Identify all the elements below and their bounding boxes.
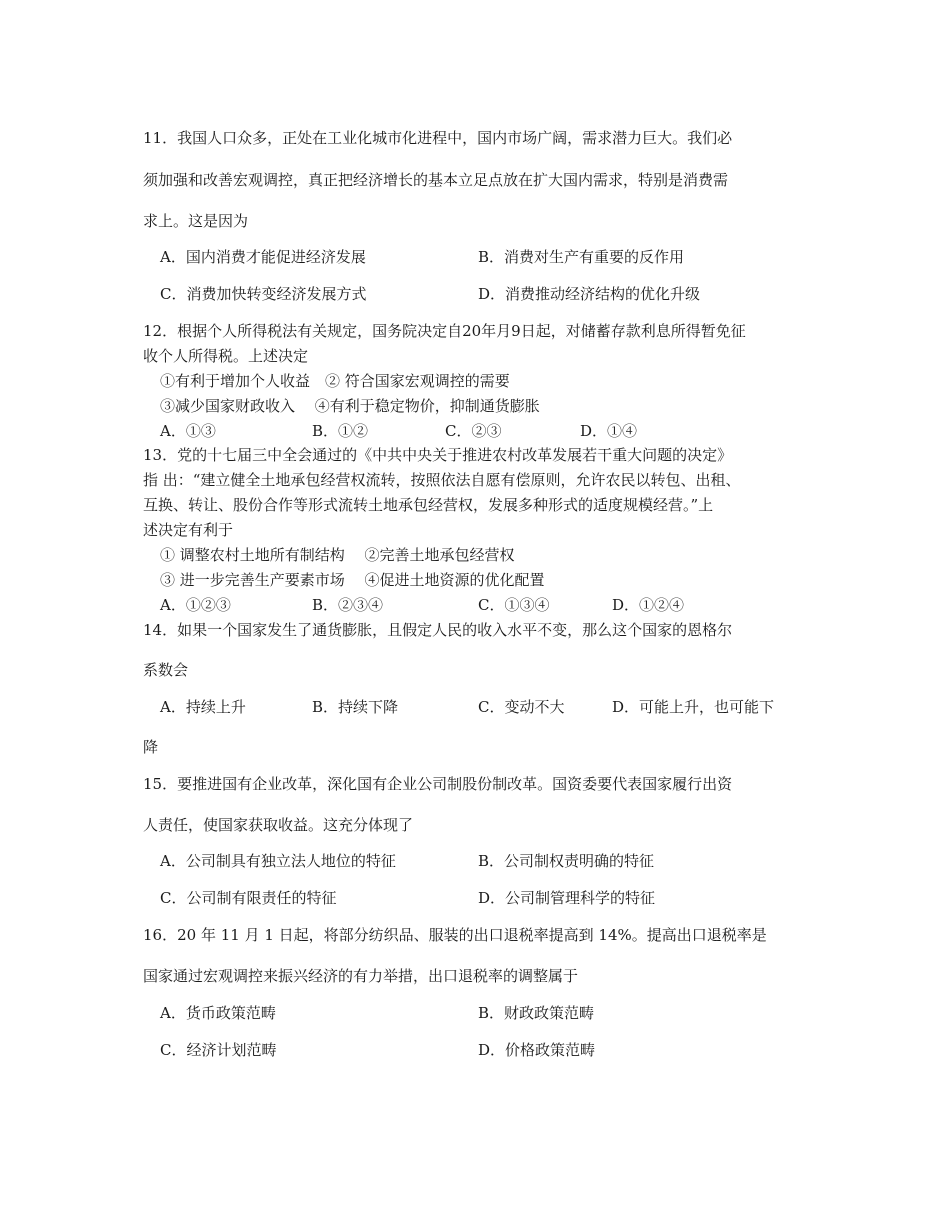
question-12-option-a: A．①③ [160, 422, 216, 440]
question-13-stem-line-3: 互换、转让、股份合作等形式流转土地承包经营权，发展多种形式的适度规模经营。”上 [143, 496, 714, 514]
question-16-option-c: C．经济计划范畴 [160, 1041, 277, 1059]
question-14-option-d: D．可能上升，也可能下 [612, 698, 775, 716]
question-14-stem-line-1: 14．如果一个国家发生了通货膨胀，且假定人民的收入水平不变，那么这个国家的恩格尔 [143, 621, 733, 639]
question-15-option-a: A．公司制具有独立法人地位的特征 [160, 852, 396, 870]
question-12-option-c: C．②③ [445, 422, 502, 440]
question-12-statement-2: ③减少国家财政收入 ④有利于稳定物价，抑制通货膨胀 [160, 397, 540, 415]
question-14-option-d-wrap: 降 [143, 738, 159, 756]
question-13-option-a: A．①②③ [160, 596, 231, 614]
question-15-option-b: B．公司制权责明确的特征 [478, 852, 655, 870]
question-11-stem-line-2: 须加强和改善宏观调控，真正把经济增长的基本立足点放在扩大国内需求，特别是消费需 [143, 171, 729, 189]
question-12-stem-line-1: 12．根据个人所得税法有关规定，国务院决定自20年月9日起，对储蓄存款利息所得暂免征 [143, 322, 746, 340]
question-12-statement-1: ①有利于增加个人收益 ② 符合国家宏观调控的需要 [160, 372, 510, 390]
question-16-option-d: D．价格政策范畴 [478, 1041, 596, 1059]
question-15-stem-line-1: 15．要推进国有企业改革，深化国有企业公司制股份制改革。国资委要代表国家履行出资 [143, 775, 733, 793]
question-16-option-b: B．财政政策范畴 [478, 1004, 595, 1022]
question-13-statement-2: ③ 进一步完善生产要素市场 ④促进土地资源的优化配置 [160, 571, 545, 589]
question-14-stem-line-2: 系数会 [143, 661, 189, 679]
question-16-stem-line-1: 16．20 年 11 月 1 日起，将部分纺织品、服装的出口退税率提高到 14%。提高出口退税率是 [143, 926, 767, 944]
question-11-option-a: A．国内消费才能促进经济发展 [160, 248, 366, 266]
question-14-option-a: A．持续上升 [160, 698, 246, 716]
question-13-option-d: D．①②④ [612, 596, 685, 614]
question-13-stem-line-2: 指 出：“建立健全土地承包经营权流转，按照依法自愿有偿原则，允许农民以转包、出租、 [143, 471, 741, 489]
question-11-stem-line-1: 11．我国人口众多，正处在工业化城市化进程中，国内市场广阔，需求潜力巨大。我们必 [143, 129, 733, 147]
question-16-stem-line-2: 国家通过宏观调控来振兴经济的有力举措，出口退税率的调整属于 [143, 967, 579, 985]
question-16-option-a: A．货币政策范畴 [160, 1004, 276, 1022]
question-12-option-b: B．①② [312, 422, 369, 440]
question-15-option-d: D．公司制管理科学的特征 [478, 889, 656, 907]
question-11-option-d: D．消费推动经济结构的优化升级 [478, 285, 701, 303]
question-14-option-b: B．持续下降 [312, 698, 399, 716]
question-14-option-c: C．变动不大 [478, 698, 565, 716]
question-13-stem-line-1: 13．党的十七届三中全会通过的《中共中央关于推进农村改革发展若干重大问题的决定》 [143, 446, 733, 464]
question-12-option-d: D．①④ [580, 422, 638, 440]
question-13-option-b: B．②③④ [312, 596, 384, 614]
question-15-stem-line-2: 人责任，使国家获取收益。这充分体现了 [143, 816, 414, 834]
question-13-stem-line-4: 述决定有利于 [143, 521, 234, 539]
question-13-option-c: C．①③④ [478, 596, 550, 614]
question-11-option-b: B．消费对生产有重要的反作用 [478, 248, 685, 266]
question-15-option-c: C．公司制有限责任的特征 [160, 889, 337, 907]
question-13-statement-1: ① 调整农村土地所有制结构 ②完善土地承包经营权 [160, 546, 515, 564]
question-11-stem-line-3: 求上。这是因为 [143, 212, 249, 230]
question-11-option-c: C．消费加快转变经济发展方式 [160, 285, 367, 303]
question-12-stem-line-2: 收个人所得税。上述决定 [143, 347, 309, 365]
